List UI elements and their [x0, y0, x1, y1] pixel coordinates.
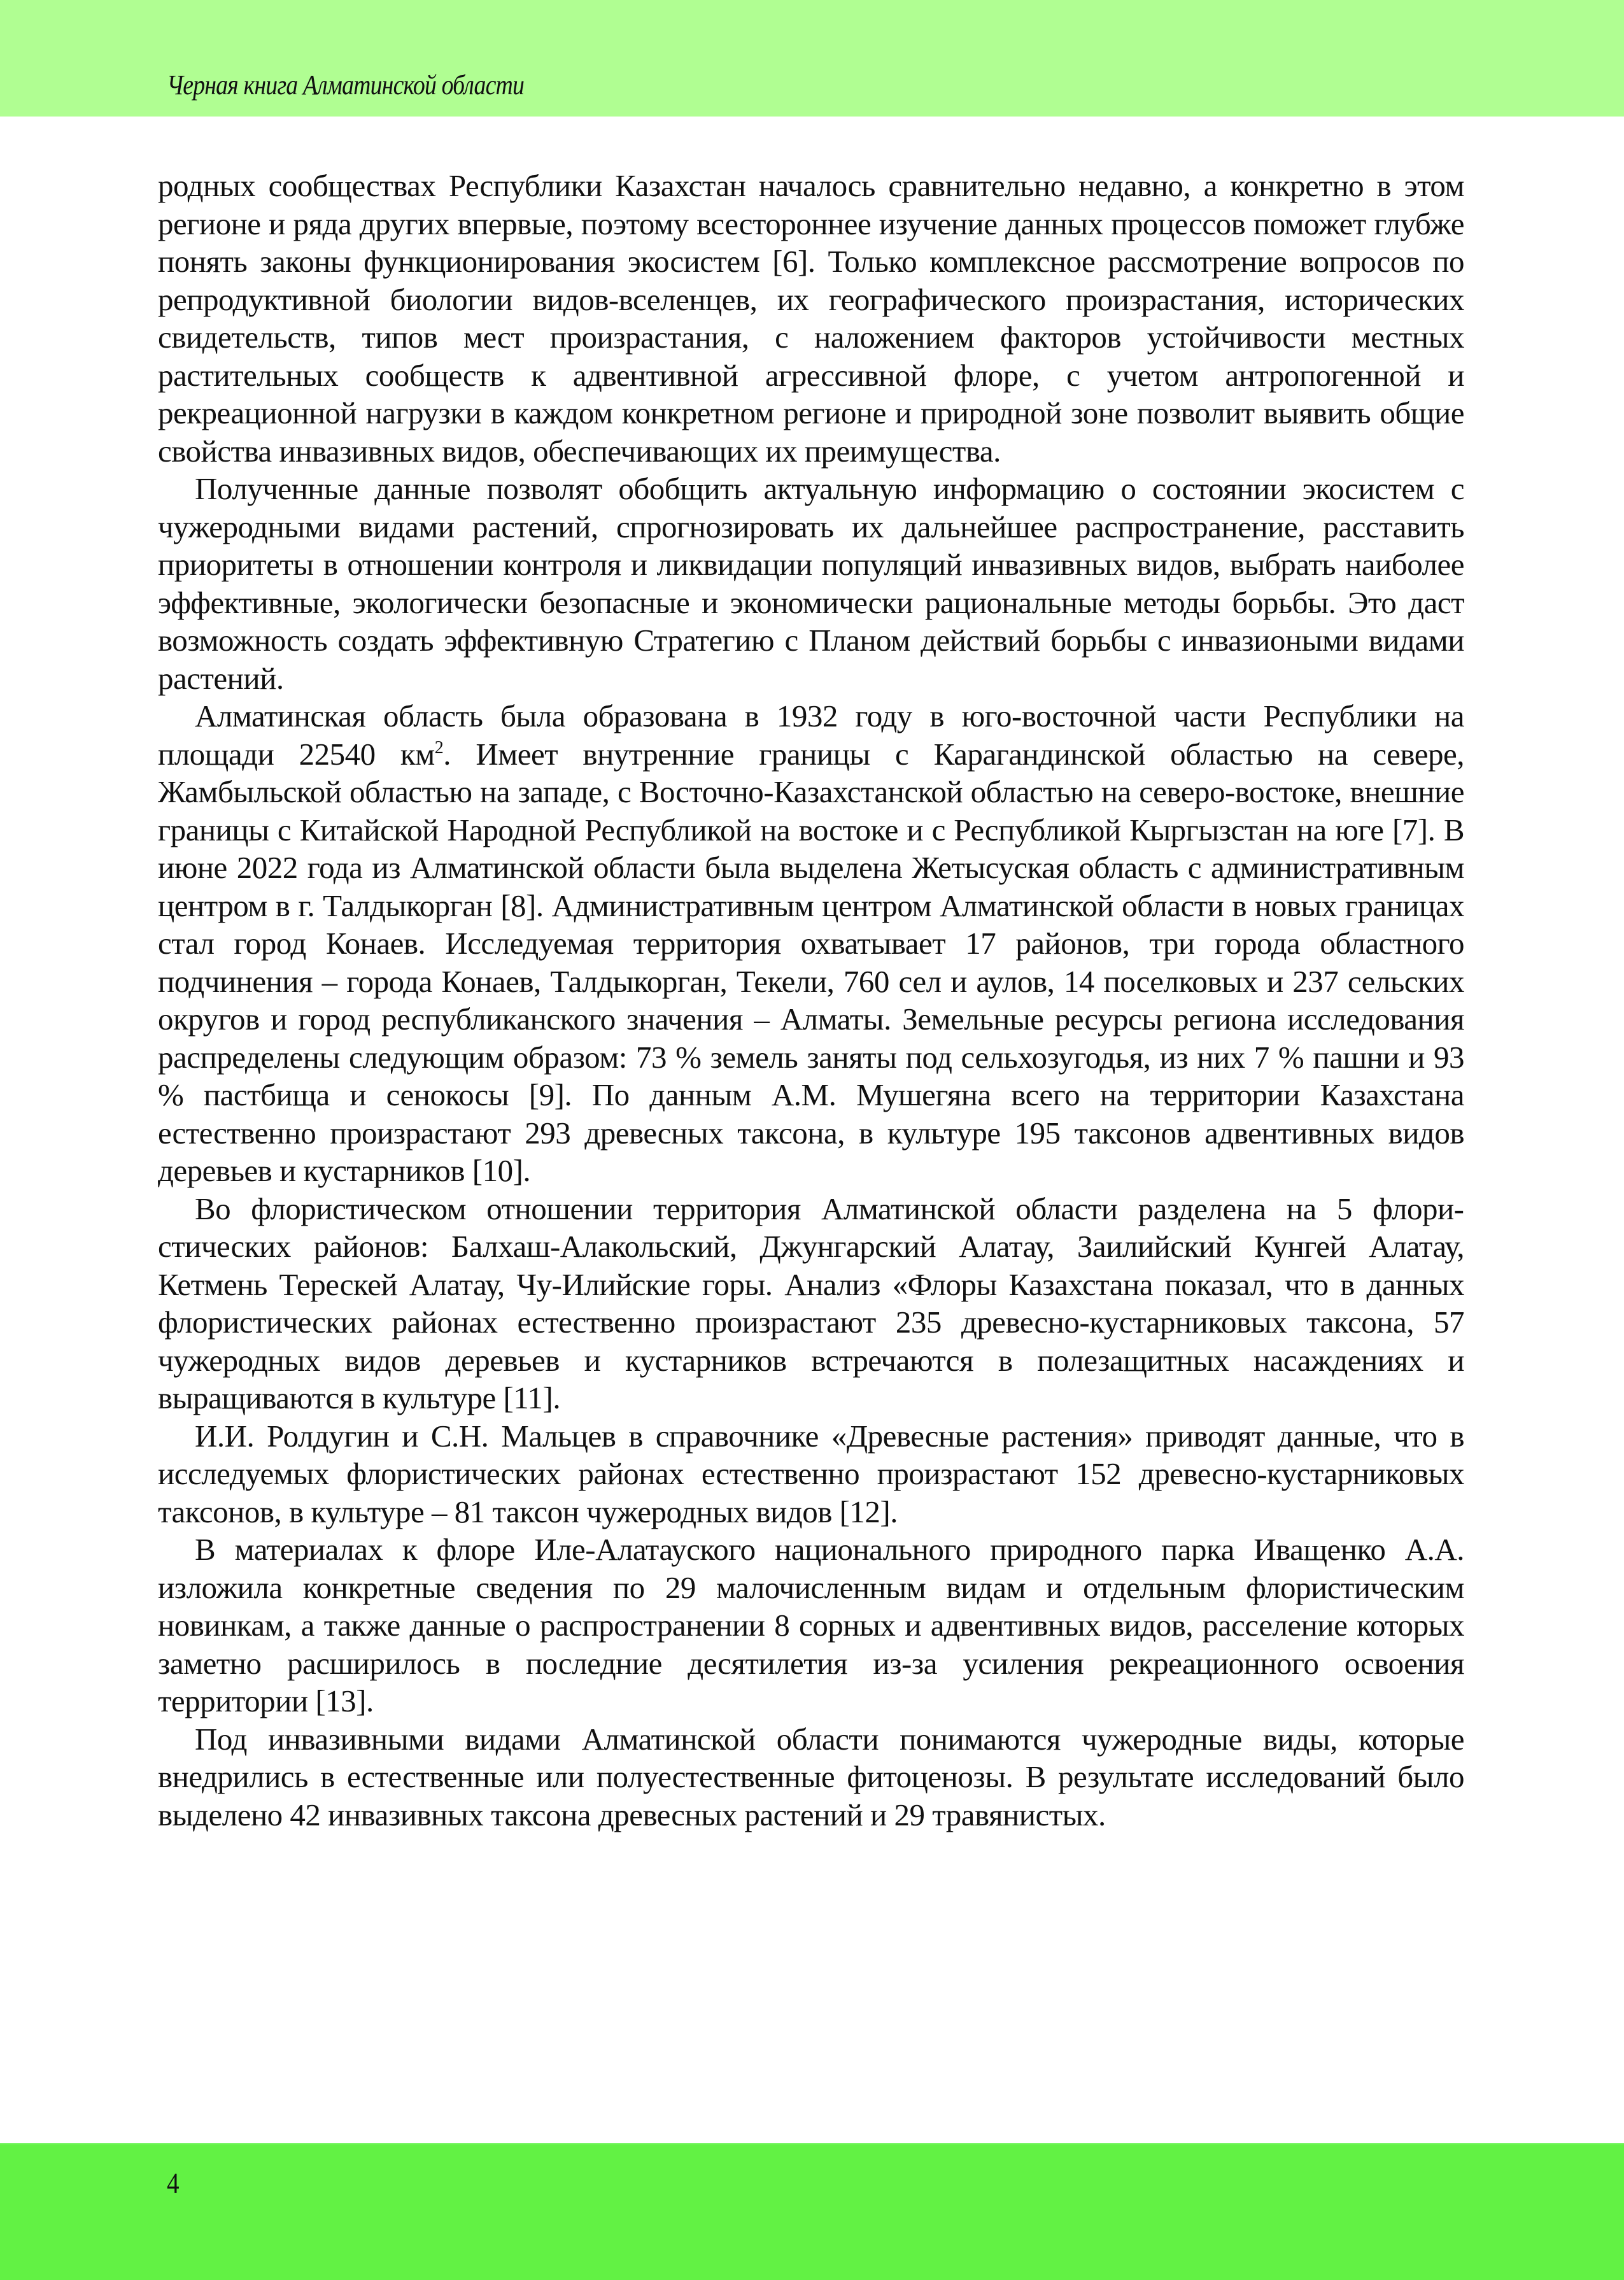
paragraph-3 — [158, 697, 1464, 1190]
paragraph-7: Под инвазивными видами Алматинской области понимаются чужеродные виды, которые внедрились в естественные или полуестественные фитоценозы. В результате исследований было выделено 42 инвазивных таксона древесных растений и 29 травянистых. — [158, 1721, 1464, 1832]
running-title: Черная книга Алматинской области — [167, 69, 525, 101]
paragraph-6: В материалах к флоре Иле-Алатауского национального природного парка Иващенко А.А. изложила конкретные сведения по 29 малочисленным видам и отдельным флористическим новинкам, а также данные о распространении 8 сорных и адвентивных видов, расселение которых заметно расширилось в последние десятилетия из-за усиления рекреационного освоения территории [13]. — [158, 1532, 1464, 1718]
footer-band — [0, 2143, 1624, 2280]
paragraph-4: Во флористическом отношении территория Алматинской области разделена на 5 флористических районов: Балхаш-Алакольский, Джунгарский Алатау, Заилийский Кунгей Алатау, Кетмень Терескей Алатау, Чу-Илийские горы. Анализ «Флоры Казахстана показал, что в данных флористических районах естественно произрастают 235 древесно-кустарниковых таксона, 57 чужеродных видов деревьев и кустарников встречаются в полезащитных насаждениях и выращиваются в культуре [11]. — [158, 1191, 1464, 1415]
paragraph-3-part-1: Алматинская область была образована в 1932 году в юго-восточной части Республики на площади 22540 км — [158, 698, 1464, 772]
superscript-squared: 2 — [434, 737, 444, 758]
paragraph-5: И.И. Ролдугин и С.Н. Мальцев в справочнике «Древесные растения» приводят данные, что в исследуемых флористических районах естественно произрастают 152 древесно-кустарниковых таксонов, в культуре – 81 таксон чужеродных видов [12]. — [158, 1418, 1464, 1529]
page-number: 4 — [167, 2167, 180, 2199]
paragraph-3-part-2: . Имеет внутренние границы с Карагандинской областью на севере, Жамбыльской областью на западе, с Восточно-Казахстанской областью на северо-востоке, внешние границы с Китайской Народной Республикой на востоке и с Республикой Кыргызстан на юге [7]. В июне 2022 года из Алматинской области была выделена Жетысуская область с административным центром в г. Талдыкорган [8]. Административным центром Алматинской области в новых границах стал город Конаев. Исследуемая территория охватывает 17 районов, три города областного подчинения – города Конаев, Талдыкорган, Текели, 760 сел и аулов, 14 поселковых и 237 сельских округов и город республиканского значения – Алматы. Земельные ресурсы региона исследования распределены следующим образом: 73 % земель заняты под сельхозугодья, из них 7 % пашни и 93 % пастбища и сенокосы [9]. По данным А.М. Мушегяна всего на территории Казахстана естественно произрастают 293 древесных таксона, в культуре 195 таксонов адвентивных видов деревьев и кустарников [10]. — [158, 736, 1464, 1188]
paragraph-1: родных сообществах Республики Казахстан началось сравнительно недавно, а конкретно в этом регионе и ряда других впервые, поэтому всестороннее изучение данных процессов поможет глубже понять законы функционирования экосистем [6]. Только комплексное рассмотрение вопросов по репродуктивной биологии видов-вселенцев, их географического произрастания, исторических свидетельств, типов мест произрастания, с наложением факторов устойчивости местных растительных сообществ к адвентивной агрессивной флоре, с учетом антропогенной и рекреационной нагрузки в каждом конкретном регионе и природной зоне позволит выявить общие свойства инвазивных видов, обеспечивающих их преимущества. — [158, 168, 1464, 469]
page-body — [158, 167, 1464, 1834]
paragraph-2: Полученные данные позволят обобщить актуальную информацию о состоянии экосистем с чужеродными видами растений, спрогнозировать их дальнейшее распространение, расставить приоритеты в отношении контроля и ликвидации популяций инвазивных видов, выбрать наиболее эффективные, экологически безопасные и экономически рациональные методы борьбы. Это даст возможность создать эффективную Стратегию с Планом действий борьбы с инвазиоными видами растений. — [158, 471, 1464, 696]
header-band — [0, 0, 1624, 117]
